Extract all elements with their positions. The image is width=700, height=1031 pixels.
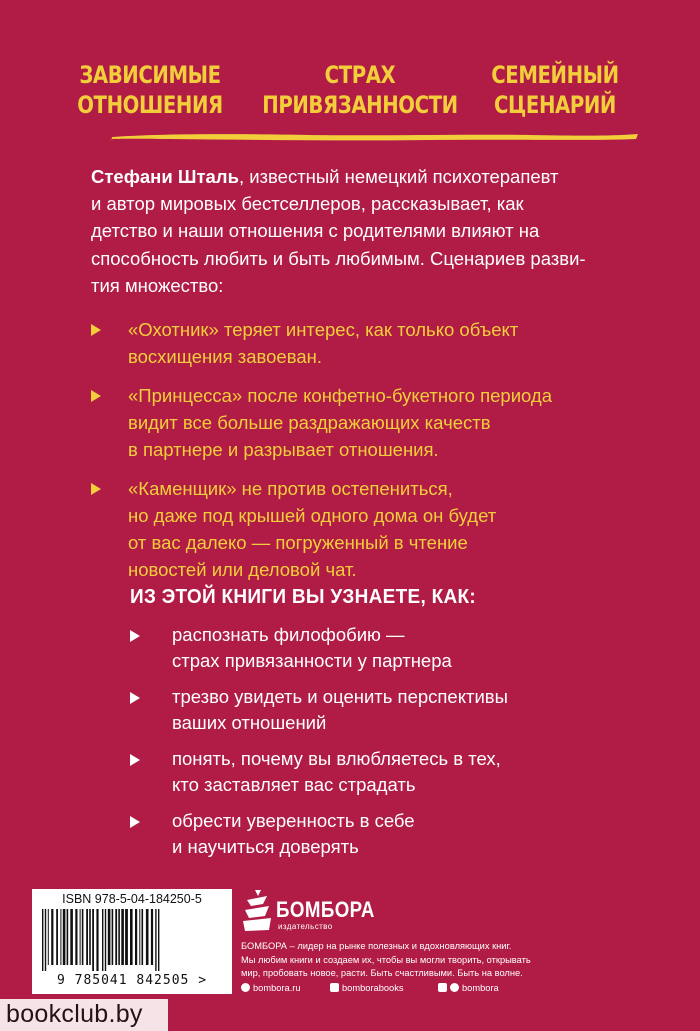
barcode-bar — [125, 909, 128, 965]
barcode-bar — [130, 909, 133, 965]
barcode-bar — [121, 909, 124, 965]
scenario-line: но даже под крышей одного дома он будет — [128, 505, 497, 526]
barcode-bar — [80, 909, 81, 965]
social-label: bombora — [462, 983, 499, 993]
keyword-line: ОТНОШЕНИЯ — [77, 91, 223, 119]
scenario-line: восхищения завоеван. — [128, 346, 322, 367]
barcode-bar — [151, 909, 153, 965]
triangle-bullet-icon — [130, 754, 140, 766]
barcode-bar — [75, 909, 77, 965]
barcode-bar — [82, 909, 84, 965]
keyword-dependent-relationships — [60, 60, 240, 120]
learn-line: трезво увидеть и оценить перспективы — [172, 686, 508, 707]
publisher-social-links — [241, 983, 601, 997]
scenario-line: в партнере и разрывает отношения. — [128, 439, 439, 460]
social-link-telegram[interactable] — [438, 983, 499, 993]
author-name: Стефани Шталь — [91, 166, 239, 187]
keyword-family-scenario — [469, 60, 641, 120]
publisher-name: БОМБОРА — [276, 897, 375, 922]
barcode-bar — [42, 909, 43, 971]
barcode-bar — [139, 909, 140, 965]
learn-line: понять, почему вы влюбляетесь в тех, — [172, 748, 501, 769]
triangle-bullet-icon — [91, 483, 101, 495]
triangle-bullet-icon — [130, 630, 140, 642]
barcode-bar — [70, 909, 73, 965]
keyword-line: ПРИВЯЗАННОСТИ — [262, 91, 458, 119]
intro-text: , известный немецкий психотерапевт — [238, 166, 559, 187]
barcode-bars — [40, 909, 226, 971]
barcode-bar — [155, 909, 156, 971]
keyword-line: СЕМЕЙНЫЙ — [491, 61, 619, 89]
barcode-bar — [108, 909, 111, 965]
brush-stroke-divider — [110, 130, 640, 142]
scenario-line: новостей или деловой чат. — [128, 559, 357, 580]
scenario-line: от вас далеко — погруженный в чтение — [128, 532, 468, 553]
barcode-bar — [45, 909, 46, 971]
watermark-text: bookclub.by — [6, 1000, 143, 1028]
learn-line: распознать филофобию — — [172, 624, 405, 645]
list-item — [91, 382, 651, 463]
publisher-description-line: мир, пробовать новое, расти. Быть счастливыми. Быть на волне. — [241, 968, 523, 978]
keyword-line: ЗАВИСИМЫЕ — [79, 61, 221, 89]
triangle-bullet-icon — [91, 324, 101, 336]
learn-line: и научиться доверять — [172, 836, 359, 857]
learn-line: страх привязанности у партнера — [172, 650, 452, 671]
list-item — [130, 622, 650, 674]
scenario-line: «Каменщик» не против остепениться, — [128, 478, 453, 499]
intro-line: и автор мировых бестселлеров, рассказывает, как — [91, 193, 524, 215]
triangle-bullet-icon — [130, 816, 140, 828]
intro-line: способность любить и быть любимым. Сценариев разви- — [91, 247, 586, 269]
social-label: bombora.ru — [253, 983, 301, 993]
list-item — [130, 746, 650, 798]
triangle-bullet-icon — [91, 390, 101, 402]
scenario-list — [91, 316, 651, 595]
scenario-line: видит все больше раздражающих качеств — [128, 412, 491, 433]
publisher-description-line: БОМБОРА – лидер на рынке полезных и вдохновляющих книг. — [241, 941, 512, 951]
intro-paragraph — [91, 163, 651, 299]
list-item — [91, 475, 651, 583]
social-label: bomborabooks — [342, 983, 404, 993]
watermark — [0, 999, 168, 1031]
learn-list — [130, 622, 650, 870]
barcode-bar — [63, 909, 66, 965]
barcode-bar — [96, 909, 98, 971]
scenario-line: «Принцесса» после конфетно-букетного периода — [128, 385, 553, 406]
scenario-line: «Охотник» теряет интерес, как только объект — [128, 319, 519, 340]
barcode-bar — [135, 909, 137, 965]
publisher-description-line: Мы любим книги и создаем их, чтобы вы могли творить, открывать — [241, 954, 531, 965]
learn-line: ваших отношений — [172, 712, 327, 733]
triangle-bullet-icon — [130, 692, 140, 704]
barcode-bar — [51, 909, 53, 965]
social-link-website[interactable] — [241, 983, 301, 993]
barcode-bar — [89, 909, 91, 965]
barcode-bar — [105, 909, 106, 971]
barcode-bar — [115, 909, 117, 965]
keyword-line: СТРАХ — [324, 61, 396, 89]
globe-icon — [241, 983, 250, 992]
telegram-icon — [450, 983, 459, 992]
learn-section-title: ИЗ ЭТОЙ КНИГИ ВЫ УЗНАЕТЕ, КАК: — [130, 586, 476, 608]
publisher-subtitle: издательство — [278, 922, 333, 931]
barcode-bar — [112, 909, 114, 965]
publisher-description — [241, 940, 601, 981]
barcode-bar — [56, 909, 58, 965]
barcode-bar — [158, 909, 159, 971]
vk-icon — [330, 983, 339, 992]
barcode-bar — [67, 909, 69, 965]
barcode-bar — [102, 909, 103, 971]
keyword-line: СЦЕНАРИЙ — [494, 91, 616, 119]
vk-icon — [438, 983, 447, 992]
barcode-bar — [118, 909, 120, 965]
barcode-bar — [48, 909, 49, 965]
isbn-number: ISBN 978-5-04-184250-5 — [62, 892, 202, 906]
learn-line: обрести уверенность в себе — [172, 810, 415, 831]
barcode-bar — [86, 909, 88, 965]
intro-line: детство и наши отношения с родителями влияют на — [91, 220, 540, 242]
barcode-bar — [92, 909, 94, 971]
bombora-logo-icon — [241, 888, 273, 932]
keyword-fear-of-attachment — [262, 60, 459, 120]
learn-line: кто заставляет вас страдать — [172, 774, 416, 795]
barcode-bar — [60, 909, 61, 965]
list-item — [130, 684, 650, 736]
intro-line: тия множество: — [91, 274, 224, 296]
isbn-barcode — [32, 889, 232, 994]
list-item — [130, 808, 650, 860]
list-item — [91, 316, 651, 370]
barcode-bar — [146, 909, 149, 965]
barcode-bar — [142, 909, 144, 965]
social-link-vk[interactable] — [330, 983, 404, 993]
barcode-digits: 9 785041 842505 > — [56, 973, 208, 988]
